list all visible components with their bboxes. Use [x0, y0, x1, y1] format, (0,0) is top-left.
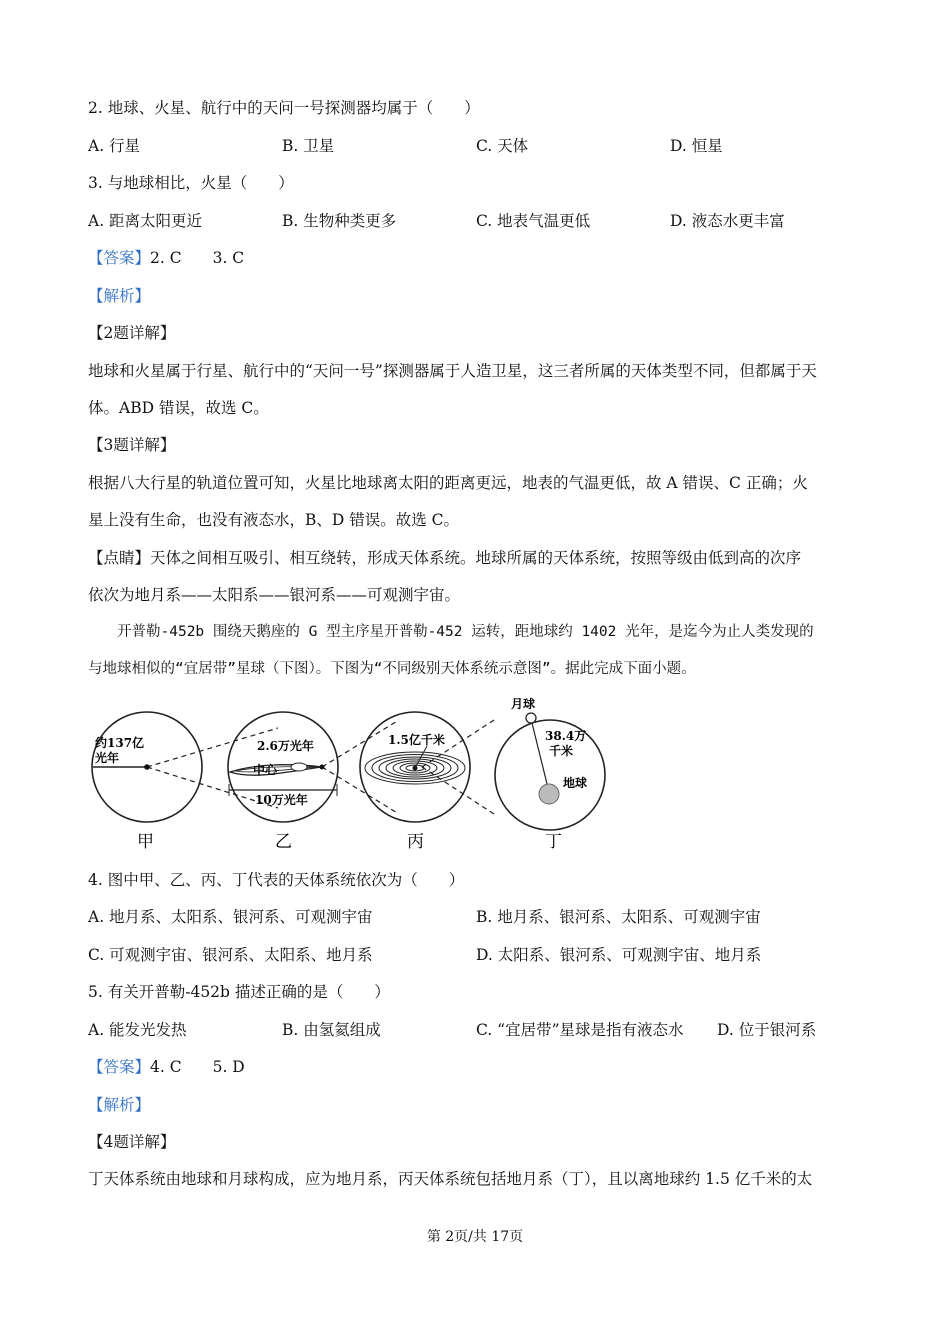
yi-center-label: 中心: [253, 763, 278, 777]
ding-dist-label2: 千米: [549, 744, 574, 758]
name-ding: 丁: [545, 832, 562, 852]
q2-option-a: A. 行星: [88, 137, 141, 155]
q2-stem: 2. 地球、火星、航行中的天问一号探测器均属于（ ）: [88, 99, 480, 117]
ding-dist-label: 38.4万: [545, 729, 587, 743]
detail2-line2: 体。ABD 错误，故选 C。: [88, 399, 269, 417]
q5-option-c: C. “宜居带”星球是指有液态水: [476, 1021, 684, 1039]
celestial-systems-figure: [85, 690, 615, 860]
name-jia: 甲: [137, 832, 154, 852]
q3-option-a: A. 距离太阳更近: [88, 212, 203, 230]
answer-tag: 【答案】: [88, 249, 151, 267]
answer-text: 2. C 3. C: [150, 249, 245, 267]
page-footer: 第 2页/共 17页: [426, 1229, 524, 1245]
answer-tag: 【答案】: [88, 1058, 151, 1076]
jia-label: 约137亿: [95, 736, 145, 750]
name-yi: 乙: [275, 832, 292, 852]
q2-option-b: B. 卫星: [282, 137, 335, 155]
ding-moon-label: 月球: [511, 697, 536, 711]
detail4-heading: 【4题详解】: [88, 1133, 176, 1151]
circle-ding: [495, 696, 605, 852]
q5-option-d: D. 位于银河系: [717, 1021, 817, 1039]
circle-yi: [228, 712, 338, 852]
answer-text: 4. C 5. D: [150, 1058, 245, 1076]
analysis-tag-1: 【解析】: [88, 287, 151, 305]
analysis-tag-2: 【解析】: [88, 1096, 151, 1114]
circle-bing: [360, 712, 470, 852]
tip-line2: 依次为地月系——太阳系——银河系——可观测宇宙。: [88, 586, 461, 604]
q4-option-c: C. 可观测宇宙、银河系、太阳系、地月系: [88, 946, 373, 964]
detail3-heading: 【3题详解】: [88, 436, 176, 454]
tip-tag: 【点睛】: [88, 549, 151, 567]
q4-stem: 4. 图中甲、乙、丙、丁代表的天体系统依次为（ ）: [88, 871, 465, 889]
yi-top-label: 2.6万光年: [257, 739, 314, 753]
tip-line1: [88, 548, 801, 568]
tip-text: 天体之间相互吸引、相互绕转，形成天体系统。地球所属的天体系统，按照等级由低到高的次序: [150, 549, 802, 567]
q5-option-b: B. 由氢氦组成: [282, 1021, 381, 1039]
ding-earth-label: 地球: [563, 776, 588, 790]
q2-option-c: C. 天体: [476, 137, 529, 155]
q4-option-b: B. 地月系、银河系、太阳系、可观测宇宙: [476, 908, 761, 926]
bing-label: 1.5亿千米: [388, 733, 445, 747]
answer-block-2: [88, 1057, 245, 1077]
material-line2: 与地球相似的“宜居带”星球（下图）。下图为“不同级别天体系统示意图”。据此完成下面小题。: [88, 661, 696, 677]
answer-block-1: [88, 248, 244, 268]
q3-option-c: C. 地表气温更低: [476, 212, 591, 230]
detail4-line1: 丁天体系统由地球和月球构成，应为地月系，丙天体系统包括地月系（丁），且以离地球约 1.5 亿千米的太: [88, 1170, 813, 1188]
material-line1: 开普勒-452b 围绕天鹅座的 G 型主序星开普勒-452 运转，距地球约 1402 光年，是迄今为止人类发现的: [88, 624, 814, 640]
q4-option-d: D. 太阳系、银河系、可观测宇宙、地月系: [476, 946, 762, 964]
yi-bottom-label: 10万光年: [255, 793, 308, 807]
q5-option-a: A. 能发光发热: [88, 1021, 187, 1039]
q5-stem: 5. 有关开普勒-452b 描述正确的是（ ）: [88, 983, 390, 1001]
detail2-heading: 【2题详解】: [88, 324, 176, 342]
jia-label2: 光年: [95, 751, 120, 765]
q3-stem: 3. 与地球相比，火星（ ）: [88, 174, 294, 192]
detail2-line1: 地球和火星属于行星、航行中的“天问一号”探测器属于人造卫星，这三者所属的天体类型不同，但都属于天: [88, 362, 817, 380]
detail3-line1: 根据八大行星的轨道位置可知，火星比地球离太阳的距离更远，地表的气温更低，故 A 错误、C 正确；火: [88, 474, 808, 492]
q3-option-d: D. 液态水更丰富: [670, 212, 785, 230]
name-bing: 丙: [407, 832, 424, 852]
q4-option-a: A. 地月系、太阳系、银河系、可观测宇宙: [88, 908, 373, 926]
q2-option-d: D. 恒星: [670, 137, 723, 155]
circle-jia: [92, 712, 202, 852]
detail3-line2: 星上没有生命，也没有液态水，B、D 错误。故选 C。: [88, 511, 460, 529]
q3-option-b: B. 生物种类更多: [282, 212, 397, 230]
